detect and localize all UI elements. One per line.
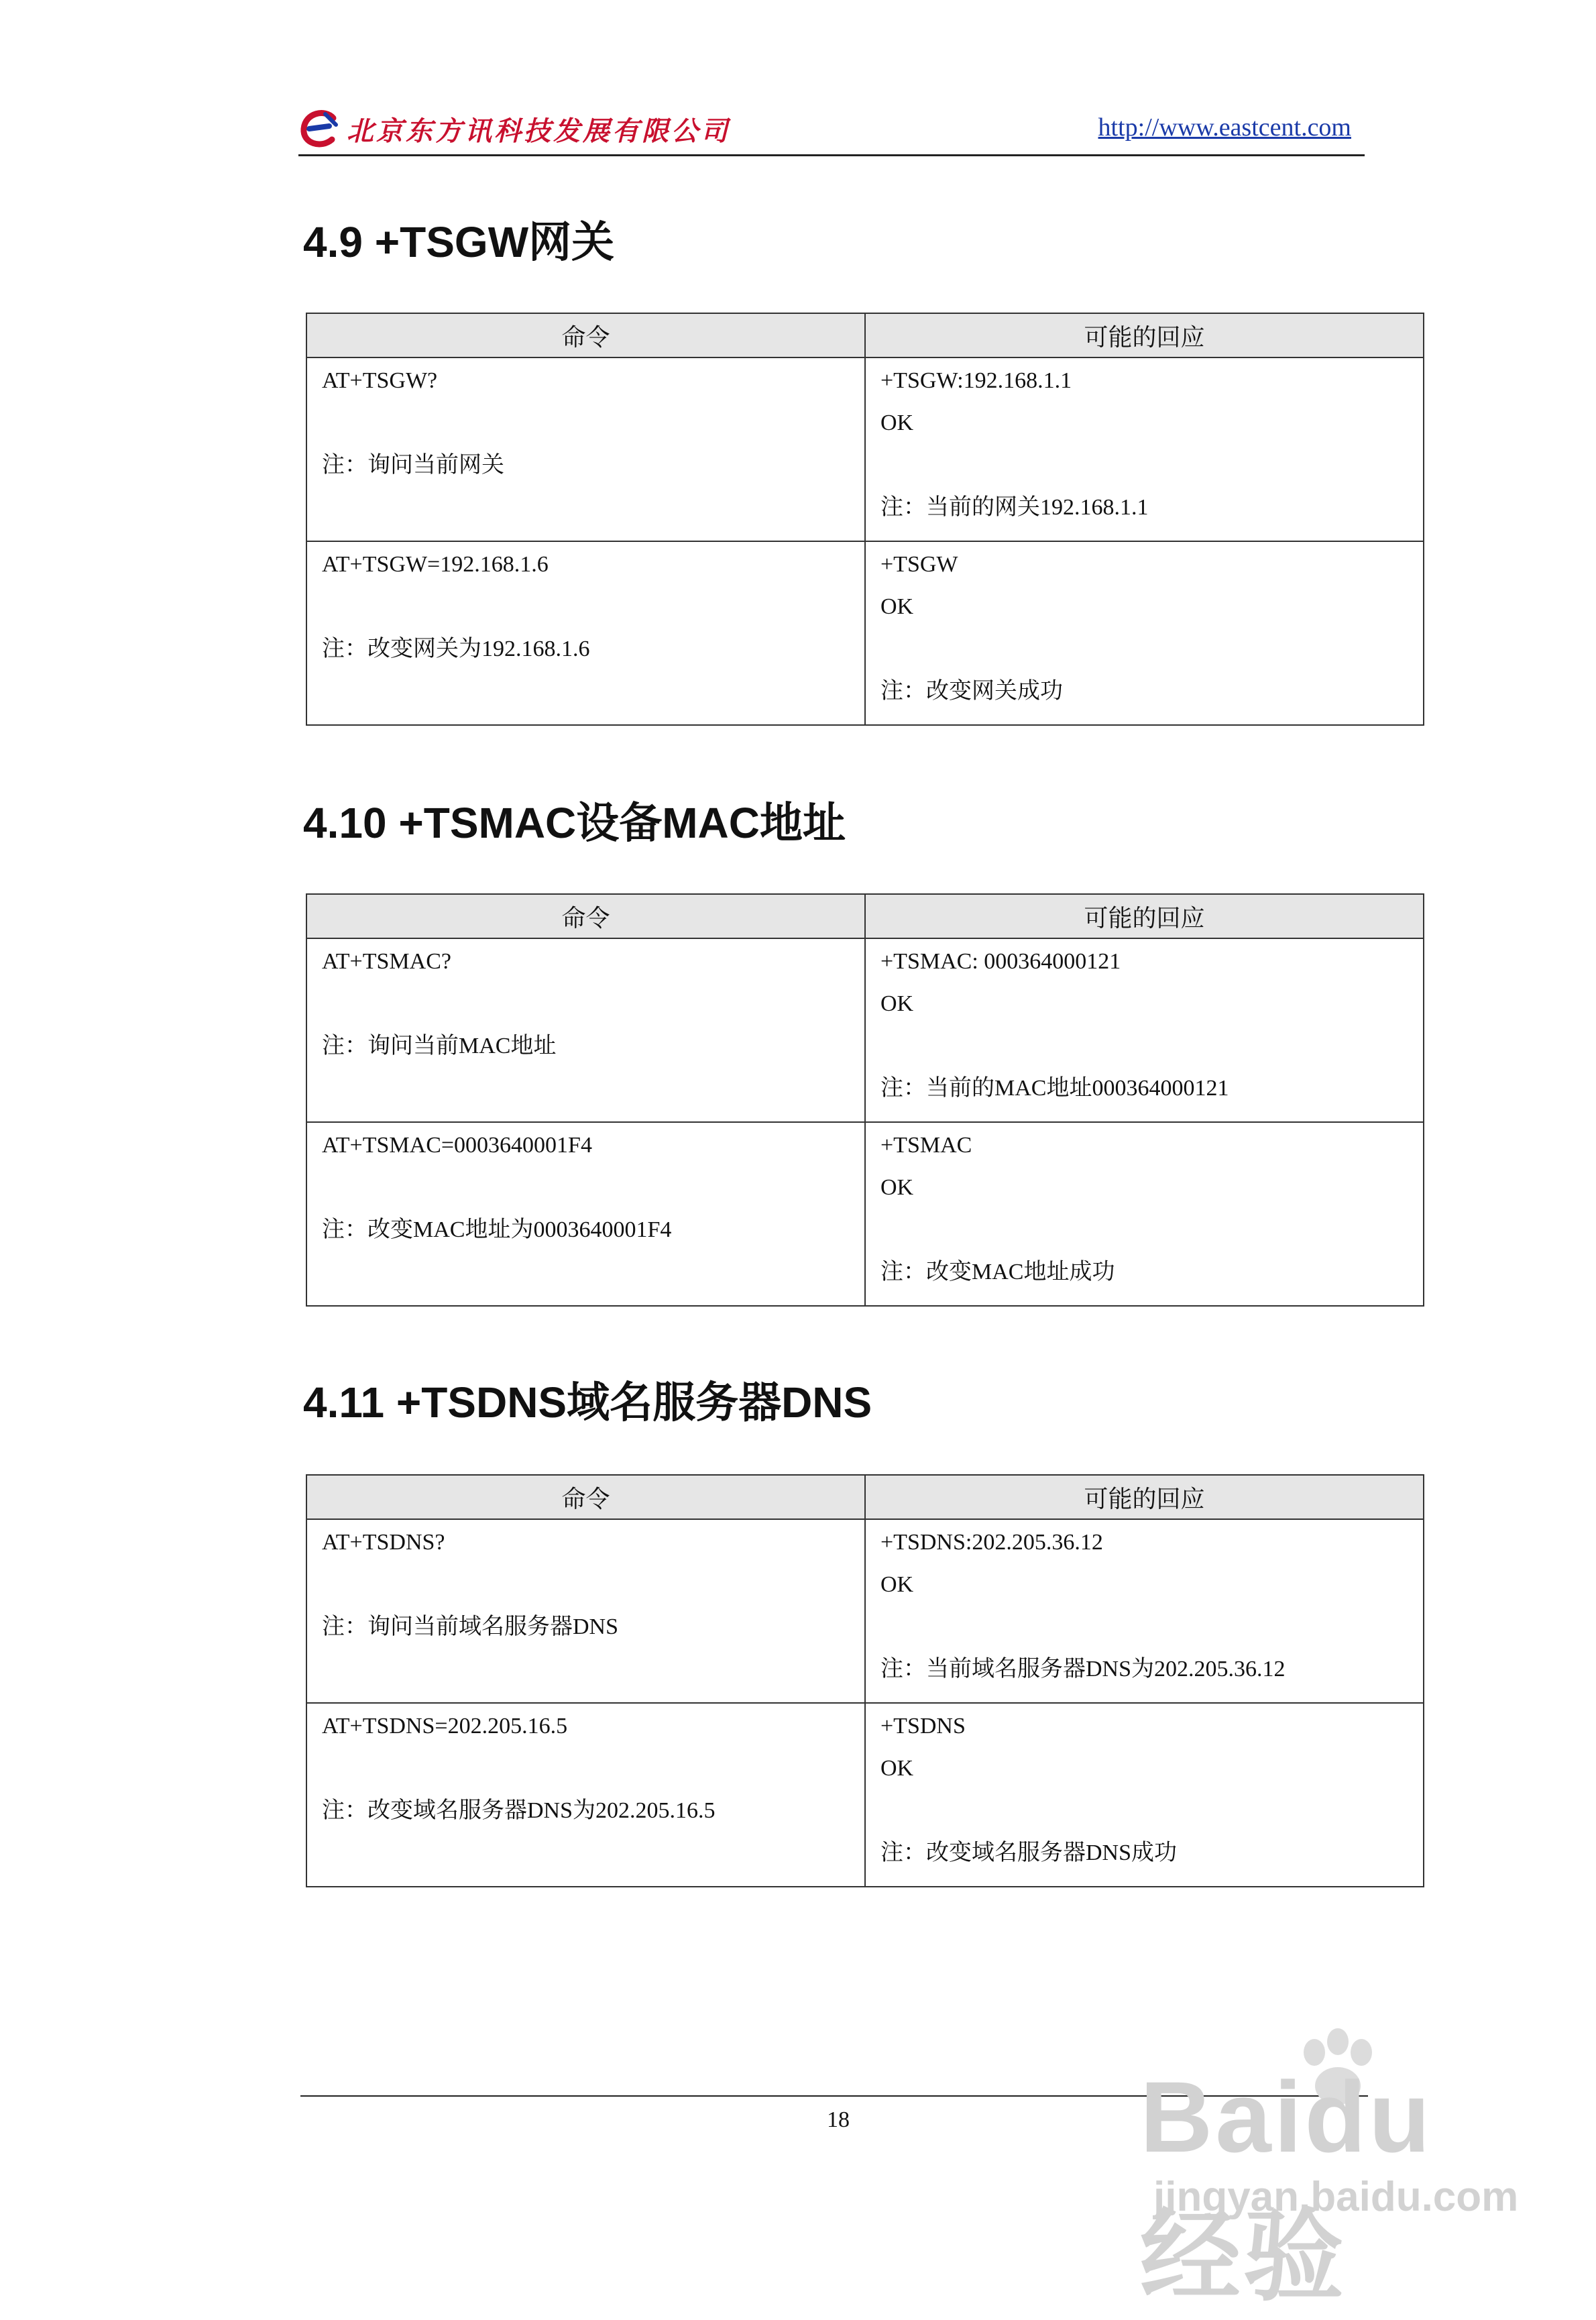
response-status: OK: [880, 594, 914, 619]
command-cell: [306, 1122, 865, 1306]
response-cell: [865, 1519, 1424, 1703]
response-cell: [865, 541, 1424, 725]
section-title-gateway: 4.9 +TSGW网关: [303, 218, 615, 266]
column-header-command: 命令: [306, 894, 865, 938]
command-text: AT+TSMAC?: [322, 949, 451, 974]
company-name: 北京东方讯科技发展有限公司: [347, 115, 730, 147]
response-note: 注：当前的网关192.168.1.1: [880, 495, 1149, 520]
response-note: 注：当前域名服务器DNS为202.205.36.12: [880, 1657, 1286, 1681]
command-text: AT+TSDNS?: [322, 1530, 445, 1555]
response-status: OK: [880, 410, 914, 435]
response-status: OK: [880, 1175, 914, 1200]
command-cell: [306, 1519, 865, 1703]
command-note: 注：改变网关为192.168.1.6: [322, 637, 590, 661]
table-row: [306, 1519, 1424, 1703]
command-table-gateway: [306, 313, 1424, 726]
command-note: 注：改变MAC地址为0003640001F4: [322, 1217, 672, 1242]
column-header-response: 可能的回应: [865, 313, 1424, 357]
column-header-command: 命令: [306, 1475, 865, 1519]
response-cell: [865, 1703, 1424, 1887]
response-cell: [865, 1122, 1424, 1306]
command-cell: [306, 938, 865, 1122]
column-header-response: 可能的回应: [865, 894, 1424, 938]
command-table-mac: [306, 893, 1424, 1307]
response-text: +TSGW:192.168.1.1: [880, 368, 1072, 393]
table-row: [306, 1703, 1424, 1887]
response-cell: [865, 357, 1424, 541]
response-text: +TSMAC: [880, 1133, 972, 1158]
command-text: AT+TSGW?: [322, 368, 438, 393]
command-cell: [306, 357, 865, 541]
command-note: 注：询问当前域名服务器DNS: [322, 1614, 619, 1639]
response-note: 注：改变MAC地址成功: [880, 1260, 1115, 1284]
command-cell: [306, 1703, 865, 1887]
table-row: [306, 541, 1424, 725]
response-status: OK: [880, 991, 914, 1016]
response-status: OK: [880, 1572, 914, 1597]
response-text: +TSDNS:202.205.36.12: [880, 1530, 1103, 1555]
response-note: 注：改变网关成功: [880, 679, 1063, 704]
response-cell: [865, 938, 1424, 1122]
table-row: [306, 938, 1424, 1122]
section-title-dns: 4.11 +TSDNS域名服务器DNS: [303, 1378, 872, 1427]
response-text: +TSDNS: [880, 1714, 966, 1738]
command-text: AT+TSGW=192.168.1.6: [322, 552, 549, 577]
response-note: 注：改变域名服务器DNS成功: [880, 1840, 1178, 1865]
response-text: +TSMAC: 000364000121: [880, 949, 1121, 974]
command-note: 注：改变域名服务器DNS为202.205.16.5: [322, 1798, 716, 1823]
command-cell: [306, 541, 865, 725]
response-note: 注：当前的MAC地址000364000121: [880, 1076, 1229, 1101]
command-table-dns: [306, 1474, 1424, 1887]
watermark-site: jingyan.baidu.com: [1153, 2174, 1519, 2220]
website-link[interactable]: http://www.eastcent.com: [1098, 113, 1351, 142]
command-text: AT+TSMAC=0003640001F4: [322, 1133, 592, 1158]
command-note: 注：询问当前网关: [322, 453, 504, 478]
baidu-watermark: [1133, 2032, 1519, 2313]
company-logo: [298, 109, 730, 149]
table-row: [306, 1122, 1424, 1306]
response-text: +TSGW: [880, 552, 958, 577]
table-row: [306, 357, 1424, 541]
page-header: [298, 107, 1365, 156]
watermark-brand: Baidu经验: [1140, 2060, 1433, 2313]
section-title-mac: 4.10 +TSMAC设备MAC地址: [303, 799, 846, 847]
command-text: AT+TSDNS=202.205.16.5: [322, 1714, 568, 1738]
column-header-response: 可能的回应: [865, 1475, 1424, 1519]
eastcent-logo-icon: [298, 109, 341, 149]
column-header-command: 命令: [306, 313, 865, 357]
command-note: 注：询问当前MAC地址: [322, 1034, 557, 1058]
page-number: 18: [827, 2107, 850, 2132]
response-status: OK: [880, 1756, 914, 1781]
